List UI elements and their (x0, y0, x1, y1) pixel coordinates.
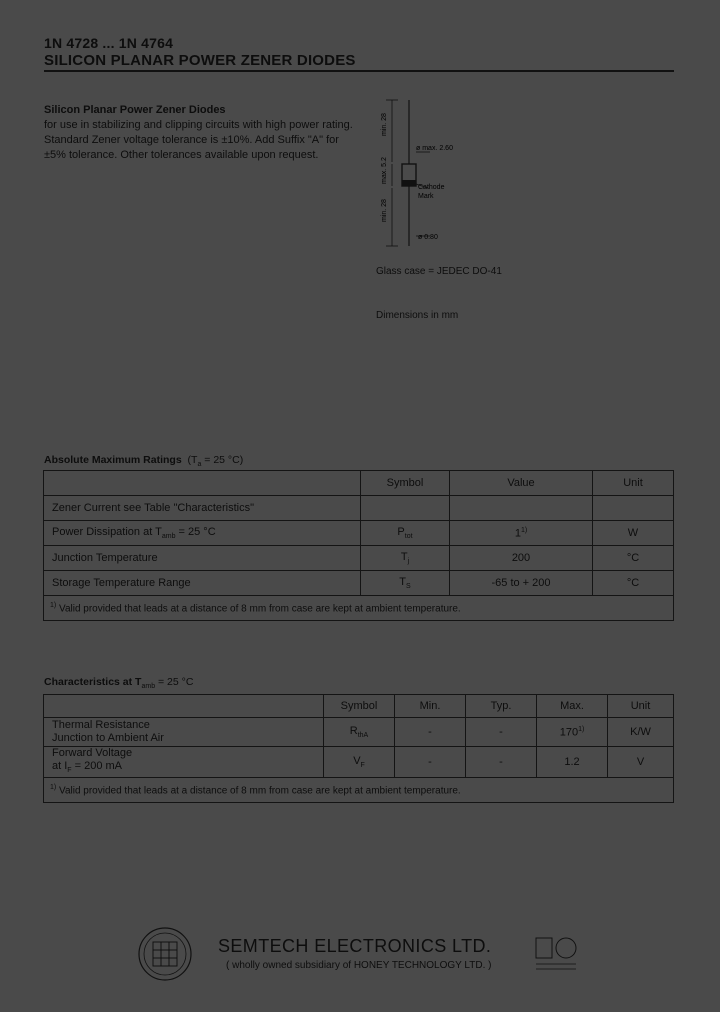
table-row (44, 521, 674, 546)
certification-marks (534, 934, 578, 979)
table-row (44, 571, 674, 596)
value-cell: 200 (450, 546, 593, 571)
max-cell: 1.2 (537, 747, 608, 778)
min-cell: - (395, 747, 466, 778)
symbol-cell: $R_{thA}$ (324, 718, 395, 747)
symbol-cell: $V_F$ (324, 747, 395, 778)
characteristics-title: Characteristics at $T_{amb} = 25$ °C (44, 676, 194, 691)
company-name: SEMTECH ELECTRONICS LTD. (218, 936, 492, 956)
char-header-min: Min. (395, 695, 466, 718)
product-title: SILICON PLANAR POWER ZENER DIODES (44, 52, 356, 69)
param-cell: Zener Current see Table "Characteristics" (44, 496, 361, 521)
intro-line-2: Standard Zener voltage tolerance is ±10%. Add Suffix "A" for (44, 134, 339, 146)
char-header-max: Max. (537, 695, 608, 718)
abs-max-footnote-row (44, 596, 674, 621)
typ-cell: - (466, 747, 537, 778)
case-note: Glass case = JEDEC DO-41 (376, 266, 502, 277)
param-cell: Storage Temperature Range (44, 571, 361, 596)
symbol-cell: $P_{tot}$ (361, 521, 450, 546)
cathode-mark-label-1: Cathode (418, 184, 445, 191)
unit-cell: K/W (608, 718, 674, 747)
table-row (44, 718, 674, 747)
char-header-unit: Unit (608, 695, 674, 718)
param-cell: Thermal Resistance Junction to Ambient Air (44, 718, 324, 747)
char-header-typ: Typ. (466, 695, 537, 718)
char-header-param (44, 695, 324, 718)
table-row (44, 747, 674, 778)
symbol-cell (361, 496, 450, 521)
top-lead-length-label: min. 28 (381, 113, 388, 136)
bottom-lead-diameter-label: ø 0.80 (418, 234, 438, 241)
abs-max-table (43, 470, 674, 621)
unit-cell: W (593, 521, 674, 546)
cathode-mark-label-2: Mark (418, 193, 434, 200)
char-header-symbol: Symbol (324, 695, 395, 718)
intro-line-3: ±5% tolerance. Other tolerances available upon request. (44, 149, 319, 161)
symbol-cell: $T_S$ (361, 571, 450, 596)
abs-max-header-unit: Unit (593, 471, 674, 496)
characteristics-footnote: $^{1)}$ Valid provided that leads at a distance of 8 mm from case are kept at ambient temperature. (44, 778, 674, 803)
unit-cell (593, 496, 674, 521)
unit-cell: °C (593, 571, 674, 596)
abs-max-header-param (44, 471, 361, 496)
bottom-lead-length-label: min. 28 (381, 199, 388, 222)
max-cell: 170$^{1)}$ (537, 718, 608, 747)
value-cell: 1$^{1)}$ (450, 521, 593, 546)
header-rule (44, 70, 674, 72)
semtech-logo-icon (135, 926, 195, 982)
dimensions-note: Dimensions in mm (376, 310, 459, 321)
abs-max-condition: ($T_a = 25$ °C) (187, 454, 244, 469)
param-cell: Forward Voltage at $I_F = 200$ mA (44, 747, 324, 778)
semtech-logo (135, 926, 195, 987)
abs-max-header-value: Value (450, 471, 593, 496)
param-cell: Power Dissipation at $T_{amb} = 25$ °C (44, 521, 361, 546)
param-cell: Junction Temperature (44, 546, 361, 571)
symbol-cell: $T_j$ (361, 546, 450, 571)
unit-cell: °C (593, 546, 674, 571)
do41-outline-svg (372, 96, 502, 256)
abs-max-title (44, 454, 243, 468)
top-lead-diameter-label: ø max. 2.60 (416, 145, 453, 152)
intro-title: Silicon Planar Power Zener Diodes (44, 104, 226, 116)
intro-description (44, 118, 354, 163)
part-range-title: 1N 4728 ... 1N 4764 (44, 35, 174, 51)
intro-line-1: for use in stabilizing and clipping circuits with high power rating. (44, 119, 353, 131)
table-row (44, 496, 674, 521)
abs-max-header-symbol: Symbol (361, 471, 450, 496)
value-cell: -65 to + 200 (450, 571, 593, 596)
subsidiary-note: ( wholly owned subsidiary of HONEY TECHNOLOGY LTD. ) (226, 960, 492, 971)
characteristics-table (43, 694, 674, 803)
characteristics-header-row (44, 695, 674, 718)
abs-max-title-text: Absolute Maximum Ratings (44, 454, 182, 466)
value-cell (450, 496, 593, 521)
min-cell: - (395, 718, 466, 747)
table-row (44, 546, 674, 571)
iso-certification-icon (534, 934, 578, 974)
body-length-label: max. 5.2 (381, 157, 388, 184)
package-outline-drawing (372, 96, 502, 261)
typ-cell: - (466, 718, 537, 747)
unit-cell: V (608, 747, 674, 778)
abs-max-header-row (44, 471, 674, 496)
characteristics-footnote-row (44, 778, 674, 803)
abs-max-footnote: $^{1)}$ Valid provided that leads at a distance of 8 mm from case are kept at ambient temperature. (44, 596, 674, 621)
